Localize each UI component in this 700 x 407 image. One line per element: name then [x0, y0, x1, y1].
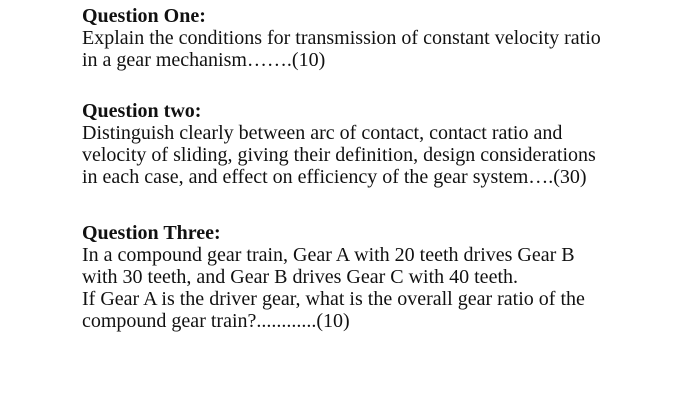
question-three-line-3: If Gear A is the driver gear, what is the overall gear ratio of the: [82, 288, 585, 310]
question-three-line-2: with 30 teeth, and Gear B drives Gear C with 40 teeth.: [82, 266, 518, 288]
question-one-line-2: in a gear mechanism…….(10): [82, 49, 326, 71]
question-two-line-2: velocity of sliding, giving their definition, design considerations: [82, 144, 596, 166]
question-two-heading: Question two:: [82, 100, 202, 122]
question-one-heading: Question One:: [82, 5, 206, 27]
question-three-block: [82, 222, 682, 332]
question-two-line-3: in each case, and effect on efficiency of the gear system….(30): [82, 166, 587, 188]
question-three-heading: Question Three:: [82, 222, 221, 244]
question-one-line-1: Explain the conditions for transmission of constant velocity ratio: [82, 27, 601, 49]
question-two-block: [82, 100, 682, 188]
question-three-line-1: In a compound gear train, Gear A with 20 teeth drives Gear B: [82, 244, 575, 266]
question-two-line-1: Distinguish clearly between arc of contact, contact ratio and: [82, 122, 563, 144]
question-one-block: [82, 5, 682, 71]
question-three-line-4: compound gear train?............(10): [82, 310, 350, 332]
